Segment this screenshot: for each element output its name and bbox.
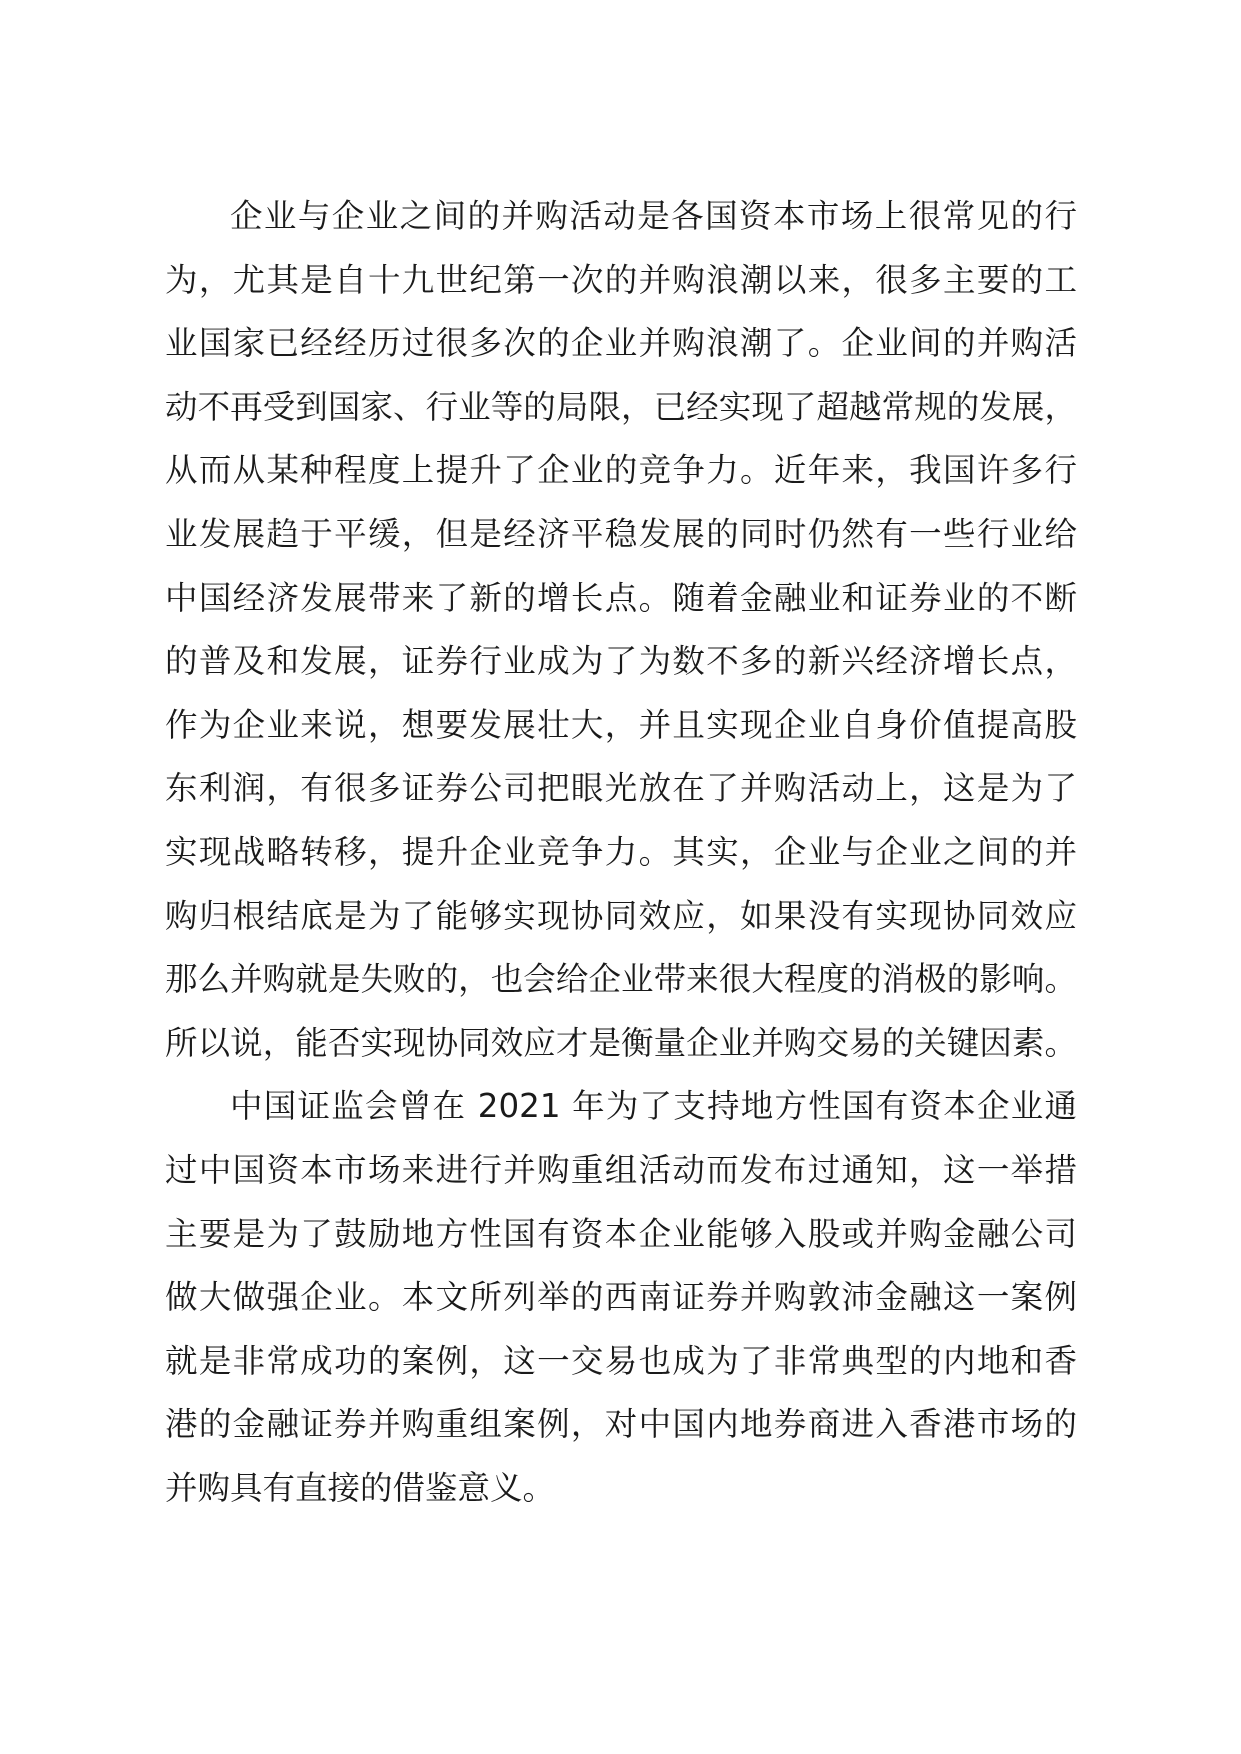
text-line: 做大做强企业。本文所列举的西南证券并购敦沛金融这一案例 — [165, 1278, 1077, 1317]
text-line: 中国证监会曾在 2021 年为了支持地方性国有资本企业通 — [230, 1087, 1077, 1126]
body-text — [165, 185, 1077, 1520]
text-line: 实现战略转移，提升企业竞争力。其实，企业与企业之间的并 — [165, 832, 1077, 871]
text-line: 企业与企业之间的并购活动是各国资本市场上很常见的行 — [230, 197, 1077, 235]
text-line: 业发展趋于平缓，但是经济平稳发展的同时仍然有一些行业给 — [165, 514, 1077, 553]
text-line: 中国经济发展带来了新的增长点。随着金融业和证券业的不断 — [165, 578, 1077, 617]
text-line: 东利润，有很多证券公司把眼光放在了并购活动上，这是为了 — [165, 769, 1077, 808]
text-line: 动不再受到国家、行业等的局限，已经实现了超越常规的发展， — [165, 387, 1077, 426]
text-line: 所以说，能否实现协同效应才是衡量企业并购交易的关键因素。 — [165, 1023, 1077, 1062]
text-line: 业国家已经经历过很多次的企业并购浪潮了。企业间的并购活 — [165, 324, 1077, 363]
text-line: 从而从某种程度上提升了企业的竞争力。近年来，我国许多行 — [165, 451, 1077, 490]
text-line: 港的金融证券并购重组案例，对中国内地券商进入香港市场的 — [165, 1405, 1077, 1444]
text-line: 就是非常成功的案例，这一交易也成为了非常典型的内地和香 — [165, 1341, 1077, 1380]
text-line: 过中国资本市场来进行并购重组活动而发布过通知，这一举措 — [165, 1150, 1077, 1189]
text-line: 为，尤其是自十九世纪第一次的并购浪潮以来，很多主要的工 — [165, 260, 1077, 299]
text-line: 的普及和发展，证券行业成为了为数不多的新兴经济增长点， — [165, 642, 1077, 681]
paragraph-1 — [165, 185, 1077, 1075]
text-line: 作为企业来说，想要发展壮大，并且实现企业自身价值提高股 — [165, 705, 1077, 744]
paragraph-2 — [165, 1075, 1077, 1520]
text-line: 那么并购就是失败的，也会给企业带来很大程度的消极的影响。 — [165, 960, 1077, 999]
text-line: 主要是为了鼓励地方性国有资本企业能够入股或并购金融公司 — [165, 1214, 1077, 1253]
text-line: 购归根结底是为了能够实现协同效应，如果没有实现协同效应 — [165, 896, 1077, 935]
text-line: 并购具有直接的借鉴意义。 — [165, 1468, 556, 1507]
